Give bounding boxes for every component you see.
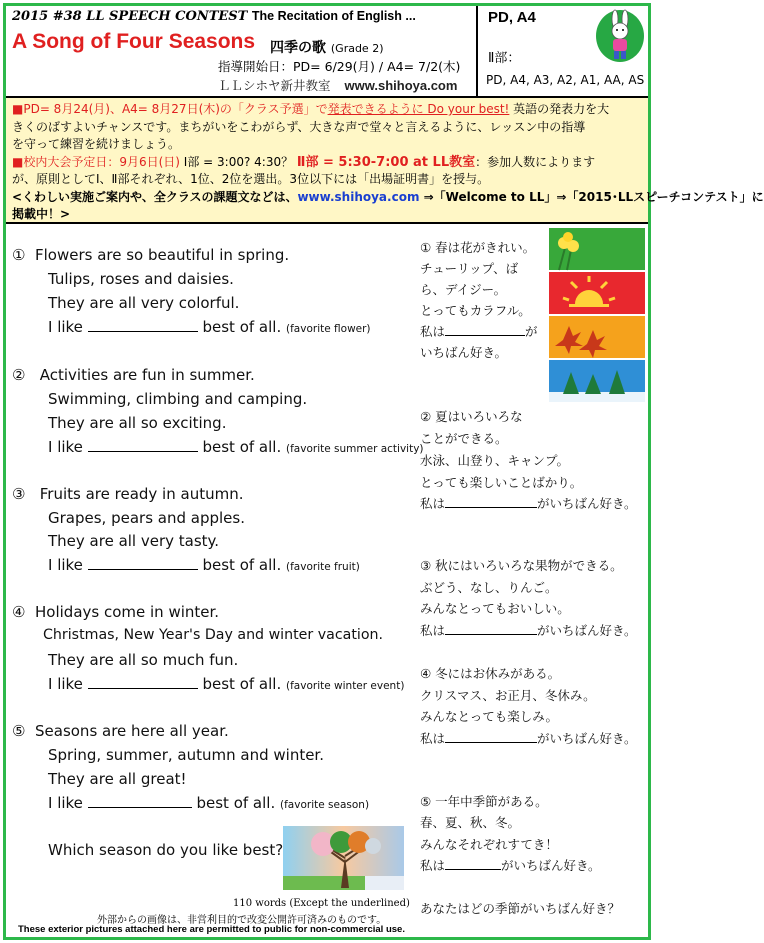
- notice-text-1c: 英語の発表力を大: [509, 102, 610, 116]
- credit-jp: 外部からの画像は、非営利目的で改変公開許可済みのものです。: [97, 915, 387, 926]
- jp-like-text: 私は: [420, 496, 446, 511]
- jp-verse-5-line-1: ⑤ 一年中季節がある。: [420, 794, 548, 809]
- winter-trees-picture: [549, 360, 645, 402]
- verse-text: Activities are fun in summer.: [39, 366, 255, 384]
- jp-verse-3-like: [420, 621, 637, 639]
- notice-line-5: が、原則としてⅠ、Ⅱ部それぞれ、1位、2位を選出。3位以下には「出場証明書」を授与。: [12, 172, 490, 186]
- song-title-jp-text: 四季の歌: [270, 40, 326, 56]
- best-text: best of all.: [202, 556, 282, 574]
- jp-like-text: がいちばん好き。: [537, 496, 637, 511]
- verse-5-line-2: Spring, summer, autumn and winter.: [48, 746, 324, 764]
- like-text: I like: [48, 318, 83, 336]
- jp-verse-1-like: [420, 322, 538, 340]
- best-text: best of all.: [202, 438, 282, 456]
- verse-1-line-2: Tulips, roses and daisies.: [48, 270, 234, 288]
- question: Which season do you like best?: [48, 841, 284, 859]
- notice-line-7: 掲載中！>: [12, 207, 71, 221]
- notice-line-2: きくのばすよいチャンスです。まちがいをこわがらず、大きな声で堂々と言えるように、レッスン中の指導: [12, 119, 586, 134]
- header-right: [480, 6, 648, 98]
- jp-verse-5-like: [420, 856, 601, 874]
- answer-blank[interactable]: [88, 318, 198, 332]
- notice-box: [6, 98, 764, 224]
- jp-verse-3-line-1: ③ 秋にはいろいろな果物ができる。: [420, 558, 623, 573]
- jp-verse-2-line-1: ② 夏はいろいろな: [420, 409, 523, 424]
- contest-title: [12, 9, 416, 24]
- verse-2-line-1: [12, 366, 255, 384]
- jp-verse-4-like: [420, 729, 637, 747]
- like-text: I like: [48, 556, 83, 574]
- jp-like-text: 私は: [420, 623, 446, 638]
- answer-blank[interactable]: [88, 794, 192, 808]
- song-title: A Song of Four Seasons: [12, 30, 256, 53]
- jp-like-text: が: [525, 324, 538, 339]
- notice-url-link[interactable]: www.shihoya.com: [297, 189, 420, 204]
- header-left: [6, 6, 478, 98]
- jp-verse-3-line-3: みんなとってもおいしい。: [420, 601, 570, 616]
- notice-line-3: を守って練習を続けましょう。: [12, 137, 181, 151]
- jp-verse-3-line-2: ぶどう、なし、りんご。: [420, 580, 558, 595]
- like-text: I like: [48, 794, 83, 812]
- notice-do-best: 発表できるように Do your best!: [327, 102, 510, 116]
- notice-text-6c: ⇒「Welcome to LL」⇒「2015･LLスピーチコンテスト」に: [419, 189, 764, 204]
- jp-verse-4-line-2: クリスマス、お正月、冬休み。: [420, 688, 596, 703]
- jp-verse-2-like: [420, 494, 637, 512]
- answer-blank[interactable]: [88, 675, 198, 689]
- grade-label: (Grade 2): [330, 42, 384, 55]
- answer-blank[interactable]: [88, 556, 198, 570]
- verse-number: ③: [12, 485, 26, 503]
- hint-note: (favorite summer activity): [286, 443, 424, 455]
- jp-verse-1-line-3: ら、デイジー。: [420, 282, 507, 297]
- jp-answer-blank[interactable]: [445, 623, 537, 635]
- verse-number: ④: [12, 603, 26, 621]
- spring-flower-picture: [549, 228, 645, 270]
- notice-text-4d: ：参加人数によります: [475, 154, 596, 169]
- verse-number: ⑤: [12, 722, 26, 740]
- school-name: ＬＬシホヤ新井教室: [218, 78, 331, 93]
- hint-note: (favorite fruit): [286, 561, 360, 573]
- verse-4-like: [48, 675, 404, 693]
- verse-number: ①: [12, 246, 26, 264]
- verse-4-line-3: They are all so much fun.: [48, 651, 239, 669]
- start-dates: 指導開始日：PD= 6/29(月) / A4= 7/2(木): [218, 59, 461, 74]
- autumn-leaves-picture: [549, 316, 645, 358]
- notice-line-1: [12, 101, 642, 119]
- jp-verse-5-line-2: 春、夏、秋、冬。: [420, 815, 521, 830]
- jp-verse-2-line-2: ことができる。: [420, 431, 508, 446]
- verse-4-line-1: [12, 603, 219, 621]
- song-title-jp: [270, 37, 384, 57]
- jp-verse-5-line-3: みんなそれぞれすてき！: [420, 837, 558, 852]
- verse-5-line-1: [12, 722, 229, 740]
- contest-title-text: 2015 #38 LL SPEECH CONTEST: [12, 9, 248, 24]
- verse-3-like: [48, 556, 360, 574]
- verse-text: Fruits are ready in autumn.: [39, 485, 244, 503]
- notice-contest-date: ■校内大会予定日：9月6日(日): [12, 154, 180, 169]
- like-text: I like: [48, 438, 83, 456]
- jp-verse-1-line-4: とってもカラフル。: [420, 303, 531, 318]
- jp-like-text: 私は: [420, 731, 446, 746]
- hint-note: (favorite flower): [286, 323, 371, 335]
- jp-verse-2-line-3: 水泳、山登り、キャンプ。: [420, 453, 570, 468]
- verse-3-line-2: Grapes, pears and apples.: [48, 509, 245, 527]
- notice-part2-time: Ⅱ部 = 5:30-7:00 at LL教室: [296, 154, 476, 170]
- jp-verse-1-line-2: チューリップ、ば: [420, 261, 519, 276]
- notice-line-6: [12, 189, 764, 207]
- jp-verse-1-like-2: いちばん好き。: [420, 345, 508, 360]
- verse-1-like: [48, 318, 371, 336]
- school-line: [218, 76, 457, 94]
- notice-text-6a: <くわしい実施ご案内や、全クラスの課題文などは、: [12, 189, 298, 204]
- best-text: best of all.: [202, 318, 282, 336]
- jp-like-text: 私は: [420, 324, 446, 339]
- word-count: 110 words (Except the underlined): [233, 898, 410, 909]
- verse-1-line-1: [12, 246, 289, 264]
- jp-verse-4-line-3: みんなとっても楽しみ。: [420, 709, 559, 724]
- verse-text: Holidays come in winter.: [35, 603, 220, 621]
- header: [6, 6, 648, 98]
- part2-label: Ⅱ部：: [488, 51, 521, 66]
- summer-sun-picture: [549, 272, 645, 314]
- notice-part1-time: Ⅰ部 = 3:00? 4:30？: [179, 154, 297, 169]
- verse-3-line-3: They are all very tasty.: [48, 532, 220, 550]
- jp-like-text: がいちばん好き。: [501, 858, 601, 873]
- verse-2-line-2: Swimming, climbing and camping.: [48, 390, 308, 408]
- verse-2-line-3: They are all so exciting.: [48, 414, 227, 432]
- best-text: best of all.: [196, 794, 276, 812]
- levels: PD, A4: [488, 9, 536, 26]
- tree-picture: [283, 826, 404, 890]
- verse-2-like: [48, 438, 424, 456]
- jp-like-text: 私は: [420, 858, 446, 873]
- jp-verse-4-line-1: ④ 冬にはお休みがある。: [420, 666, 561, 681]
- verse-4-line-2: Christmas, New Year's Day and winter vacation.: [43, 627, 384, 643]
- notice-prelim-dates: ■PD= 8月24(月)、A4= 8月27日(木)の「クラス予選」で: [12, 102, 328, 116]
- jp-answer-blank[interactable]: [445, 858, 501, 870]
- mascot-icon: [596, 10, 644, 62]
- jp-answer-blank[interactable]: [445, 731, 537, 743]
- verse-3-line-1: [12, 485, 243, 503]
- answer-blank[interactable]: [88, 438, 198, 452]
- hint-note: (favorite winter event): [286, 680, 405, 692]
- jp-answer-blank[interactable]: [445, 324, 525, 336]
- jp-like-text: がいちばん好き。: [537, 623, 637, 638]
- verse-5-like: [48, 794, 369, 812]
- jp-verse-1-line-1: ① 春は花がきれい。: [420, 240, 536, 255]
- hint-note: (favorite season): [280, 799, 370, 811]
- contest-subtitle: The Recitation of English ...: [251, 9, 416, 23]
- verse-text: Seasons are here all year.: [35, 722, 229, 740]
- notice-line-4: [12, 154, 642, 172]
- best-text: best of all.: [202, 675, 282, 693]
- like-text: I like: [48, 675, 83, 693]
- verse-text: Flowers are so beautiful in spring.: [35, 246, 290, 264]
- credit-en: These exterior pictures attached here are permitted to public for non-commercial use.: [18, 924, 405, 935]
- verse-number: ②: [12, 366, 26, 384]
- jp-like-text: がいちばん好き。: [537, 731, 637, 746]
- school-url-link[interactable]: www.shihoya.com: [344, 78, 458, 93]
- jp-verse-2-line-4: とっても楽しいことばかり。: [420, 475, 583, 490]
- verse-5-line-3: They are all great!: [48, 770, 187, 788]
- jp-answer-blank[interactable]: [445, 496, 537, 508]
- part2-levels: PD, A4, A3, A2, A1, AA, AS: [486, 73, 645, 87]
- question-jp: あなたはどの季節がいちばん好き？: [420, 901, 621, 916]
- verse-1-line-3: They are all very colorful.: [48, 294, 240, 312]
